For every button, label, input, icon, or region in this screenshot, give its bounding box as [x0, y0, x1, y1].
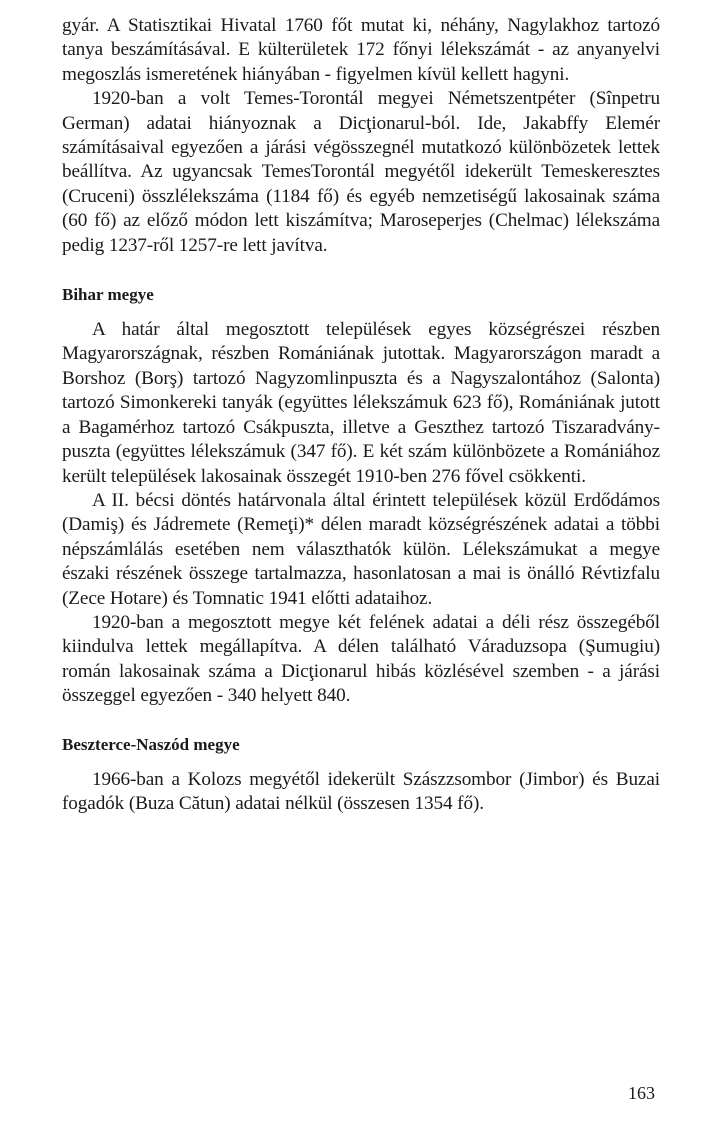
paragraph-beszterce-1: 1966-ban a Kolozs megyétől idekerült Szászzsombor (Jimbor) és Buzai fogadók (Buza Cătun) adatai nélkül (összesen 1354 fő).	[62, 768, 660, 814]
paragraph-bihar-3: 1920-ban a megosztott megye két felének adatai a déli rész összegéből kiindulva lettek megállapítva. A délen található Váraduzsopa (Şumugiu) román lakosainak száma a Dicţionarul hibás közlésével szemben - a járási összeggel egyezően - 340 helyett 840.	[62, 611, 660, 707]
paragraph-intro-1: gyár. A Statisztikai Hivatal 1760 főt mutat ki, néhány, Nagylakhoz tartozó tanya beszámításával. E külterületek 172 főnyi lélekszámát - az anyanyelvi megoszlás ismeretének hiányában - figyelmen kívül kellett hagyni.	[62, 15, 660, 85]
section-heading-bihar: Bihar megye	[62, 285, 154, 305]
section-heading-beszterce: Beszterce-Naszód megye	[62, 734, 240, 754]
page-number: 163	[628, 1083, 655, 1103]
paragraph-bihar-1: A határ által megosztott települések egyes községrészei részben Magyarországnak, részben Romániának jutottak. Magyarországon maradt a Borshoz (Borş) tartozó Nagyzomlinpuszta és a Nagyszalontához (Salonta) tartozó Simonkereki tanyák (együttes lélekszámuk 623 fő), Romániának jutott a Bagamérhoz tartozó Csákpuszta, illetve a Geszthez tartozó Tiszaradványpuszta (együttes lélekszámuk (347 fő). E két szám különbözete a Romániához került települések lakosainak összegét 1910-ben 276 fővel csökkenti.	[62, 319, 660, 487]
paragraph-intro-2: 1920-ban a volt Temes-Torontál megyei Németszentpéter (Sînpetru German) adatai hiányoznak a Dicţionarul-ból. Ide, Jakabffy Elemér számításaival egyezően a járási végösszegnél mutatkozó különbözetek lettek beállítva. Az ugyancsak TemesTorontál megyétől idekerült Temeskeresztes (Cruceni) összlélekszáma (1184 fő) és egyéb nemzetiségű lakosainak száma (60 fő) az előző módon lett kiszámítva; Maroseperjes (Chelmac) lélekszáma pedig 1237-ről 1257-re lett javítva.	[62, 88, 660, 256]
page-body	[62, 14, 660, 816]
paragraph-bihar-2: A II. bécsi döntés határvonala által érintett települések közül Erdődámos (Damiş) és Jádremete (Remeţi)* délen maradt községrészének adatai a többi népszámlálás esetében nem választhatók külön. Lélekszámukat a megye északi részének összege tartalmazza, hasonlatosan a mai is önálló Révtizfalu (Zece Hotare) és Tomnatic 1941 előtti adataihoz.	[62, 489, 660, 609]
